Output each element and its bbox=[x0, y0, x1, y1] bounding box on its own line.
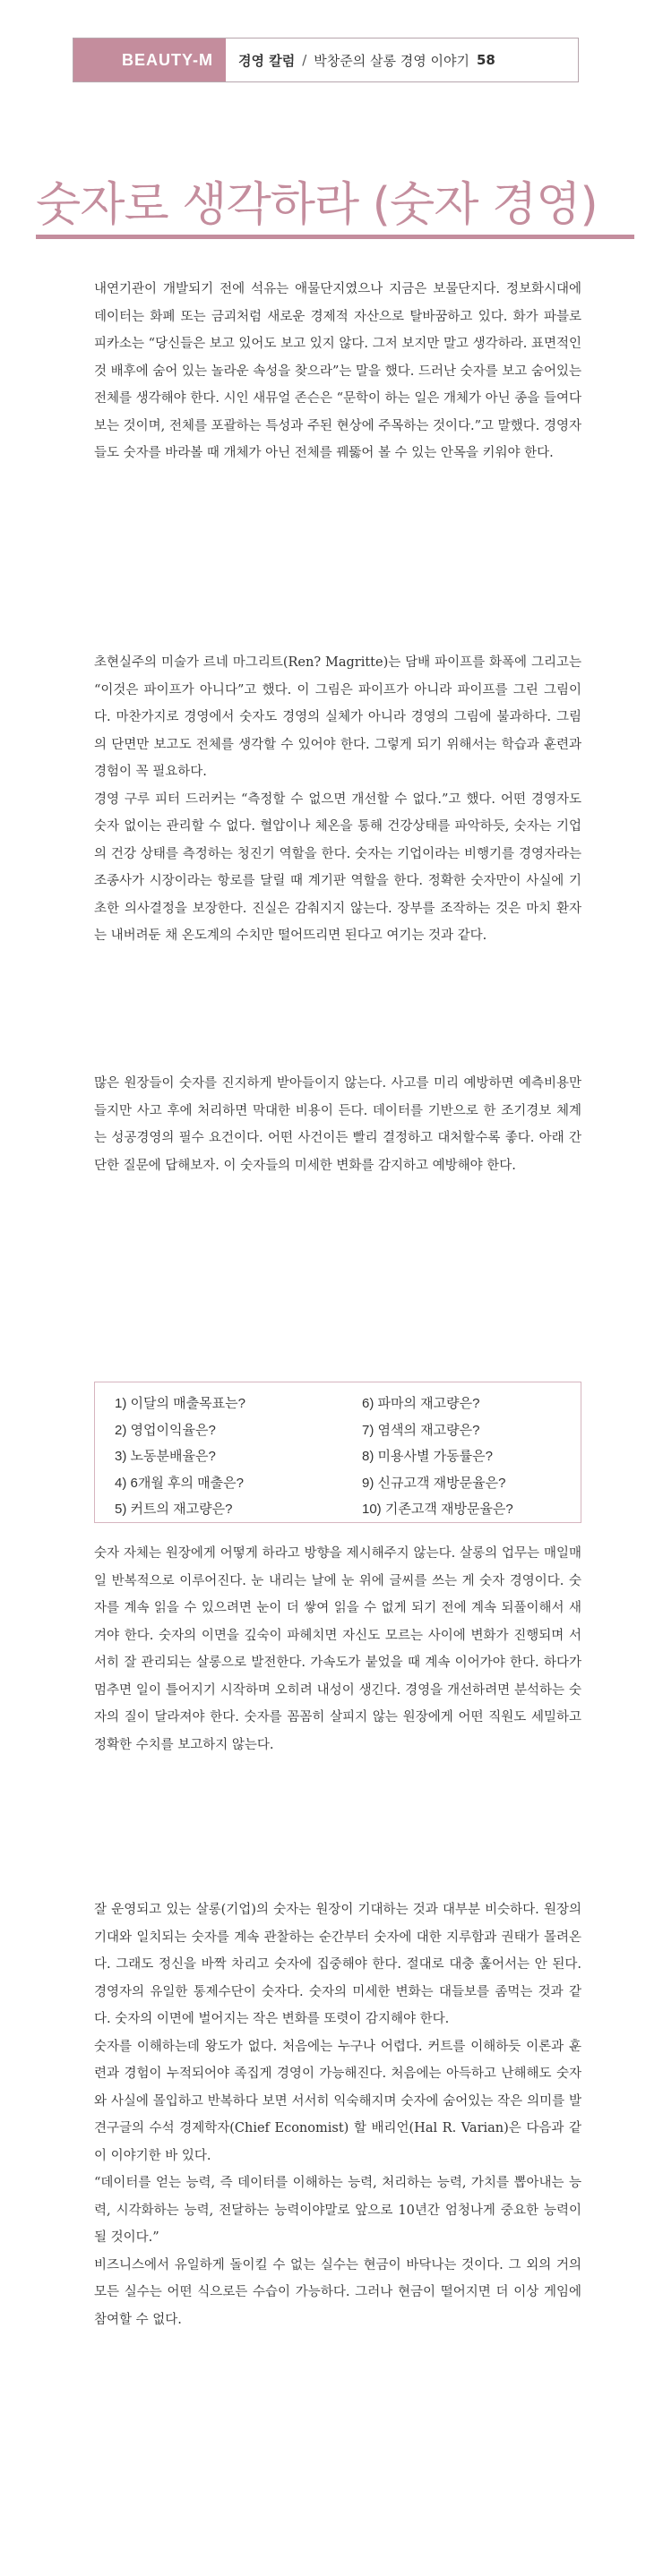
question-item: 4) 6개월 후의 매출은? bbox=[115, 1475, 244, 1491]
question-item: 5) 커트의 재고량은? bbox=[115, 1502, 233, 1517]
title-underline bbox=[36, 235, 634, 239]
column-subtitle: 박창준의 살롱 경영 이야기 bbox=[314, 52, 469, 69]
question-item: 6) 파마의 재고량은? bbox=[362, 1396, 480, 1411]
paragraph-1: 내연기관이 개발되기 전에 석유는 애물단지였으나 지금은 보물단지다. 정보화시대에 데이터는 화폐 또는 금괴처럼 새로운 경제적 자산으로 탈바꿈하고 있다. 화가 파블로 피카소는 “당신들은 보고 있어도 보고 있지 않다. 그저 보지만 말고 생각하라. 표면적인 것 배후에 숨어 있는 놀라운 속성을 찾으라”는 말을 했다. 드러난 숫자를 보고 숨어있는 전체를 생각해야 한다. 시인 새뮤얼 존슨은 “문학이 하는 일은 개체가 아닌 종을 들여다보는 것이며, 전체를 포괄하는 특성과 주된 현상에 주목하는 것이다.”고 말했다. 경영자들도 숫자를 바라볼 때 개체가 아닌 전체를 꿰뚫어 볼 수 있는 안목을 키워야 한다. bbox=[94, 282, 581, 460]
header-separator: / bbox=[302, 52, 307, 68]
paragraph-group-5 bbox=[94, 1896, 581, 2333]
magazine-brand: BEAUTY-M bbox=[73, 39, 226, 81]
paragraph-4: 숫자 자체는 원장에게 어떻게 하라고 방향을 제시해주지 않는다. 살롱의 업무는 매일매일 반복적으로 이루어진다. 눈 내리는 날에 눈 위에 글씨를 쓰는 게 숫자 경영이다. 숫자를 계속 읽을 수 있으려면 눈이 더 쌓여 읽을 수 없게 되기 전에 계속 되풀이해서 새겨야 한다. 숫자의 이면을 깊숙이 파헤치면 자신도 모르는 사이에 변화가 진행되며 서서히 잘 관리되는 살롱으로 발전한다. 가속도가 붙었을 때 계속 이어가야 한다. 하다가 멈추면 일이 틀어지기 시작하며 오히려 내성이 생긴다. 경영을 개선하려면 분석하는 숫자의 질이 달라져야 한다. 숫자를 꼼꼼히 살피지 않는 원장에게 어떤 직원도 세밀하고 정확한 수치를 보고하지 않는다. bbox=[94, 1546, 581, 1752]
question-list bbox=[115, 1391, 581, 1523]
page-number: 58 bbox=[476, 52, 495, 68]
question-item: 10) 기존고객 재방문율은? bbox=[362, 1502, 513, 1517]
page-header bbox=[73, 38, 579, 82]
paragraph-5a: 잘 운영되고 있는 살롱(기업)의 숫자는 원장이 기대하는 것과 대부분 비슷하다. 원장의 기대와 일치되는 숫자를 계속 관찰하는 순간부터 숫자에 대한 지루함과 권태가 몰려온다. 그래도 정신을 바짝 차리고 숫자에 집중해야 한다. 절대로 대충 훑어서는 안 된다. 경영자의 유일한 통제수단이 숫자다. 숫자의 미세한 변화는 대들보를 좀먹는 것과 같다. 숫자의 이면에 벌어지는 작은 변화를 또렷이 감지해야 한다. bbox=[94, 1903, 581, 2026]
question-item: 1) 이달의 매출목표는? bbox=[115, 1396, 245, 1411]
header-caption bbox=[226, 39, 495, 81]
quote-varian: “데이터를 얻는 능력, 즉 데이터를 이해하는 능력, 처리하는 능력, 가치를 뽑아내는 능력, 시각화하는 능력, 전달하는 능력이야말로 앞으로 10년간 엄청나게 중요한 능력이 될 것이다.” bbox=[94, 2176, 581, 2245]
paragraph-5d: 비즈니스에서 유일하게 돌이킬 수 없는 실수는 현금이 바닥나는 것이다. 그 외의 거의 모든 실수는 어떤 식으로든 수습이 가능하다. 그러나 현금이 떨어지면 더 이상 게임에 참여할 수 없다. bbox=[94, 2257, 581, 2327]
paragraph-5b: 숫자를 이해하는데 왕도가 없다. 처음에는 누구나 어렵다. 커트를 이해하듯 이론과 훈련과 경험이 누적되어야 족집게 경영이 가능해진다. 처음에는 아득하고 난해해도 숫자와 사실에 몰입하고 반복하다 보면 서서히 익숙해지며 숫자에 숨어있는 작은 의미를 발견구글의 수석 경제학자(Chief Economist) 할 배리언(Hal R. Varian)은 다음과 같이 이야기한 바 있다. bbox=[94, 2039, 581, 2163]
paragraph-3: 많은 원장들이 숫자를 진지하게 받아들이지 않는다. 사고를 미리 예방하면 예측비용만 들지만 사고 후에 처리하면 막대한 비용이 든다. 데이터를 기반으로 한 조기경보 체계는 성공경영의 필수 요건이다. 어떤 사건이든 빨리 결정하고 대처할수록 좋다. 아래 간단한 질문에 답해보자. 이 숫자들의 미세한 변화를 감지하고 예방해야 한다. bbox=[94, 1076, 581, 1173]
paragraph-2a: 초현실주의 미술가 르네 마그리트(Ren? Magritte)는 담배 파이프를 화폭에 그리고는 “이것은 파이프가 아니다”고 했다. 이 그림은 파이프가 아니라 파이프를 그린 그림이다. 마찬가지로 경영에서 숫자도 경영의 실체가 아니라 경영의 그림에 불과하다. 그림의 단면만 보고도 전체를 생각할 수 있어야 한다. 그렇게 되기 위해서는 학습과 훈련과 경험이 꼭 필요하다. bbox=[94, 655, 581, 779]
column-section: 경영 칼럼 bbox=[238, 52, 296, 69]
article-title: 숫자로 생각하라 (숫자 경영) bbox=[36, 178, 598, 232]
paragraph-group-2 bbox=[94, 649, 581, 950]
question-box bbox=[94, 1382, 581, 1523]
question-item: 9) 신규고객 재방문율은? bbox=[362, 1475, 506, 1491]
paragraph-2b: 경영 구루 피터 드러커는 “측정할 수 없으면 개선할 수 없다.”고 했다. 어떤 경영자도 숫자 없이는 관리할 수 없다. 혈압이나 체온을 통해 건강상태를 파악하듯, 숫자는 기업의 건강 상태를 측정하는 청진기 역할을 한다. 숫자는 기업이라는 비행기를 경영자라는 조종사가 시장이라는 항로를 달릴 때 계기판 역할을 한다. 정확한 숫자만이 사실에 기초한 의사결정을 보장한다. 진실은 감춰지지 않는다. 장부를 조작하는 것은 마치 환자는 내버려둔 채 온도계의 수치만 떨어뜨리면 된다고 여기는 것과 같다. bbox=[94, 792, 581, 943]
question-item: 8) 미용사별 가동률은? bbox=[362, 1449, 493, 1464]
question-item: 3) 노동분배율은? bbox=[115, 1449, 216, 1464]
question-item: 2) 영업이익율은? bbox=[115, 1422, 216, 1438]
question-item: 7) 염색의 재고량은? bbox=[362, 1422, 480, 1438]
